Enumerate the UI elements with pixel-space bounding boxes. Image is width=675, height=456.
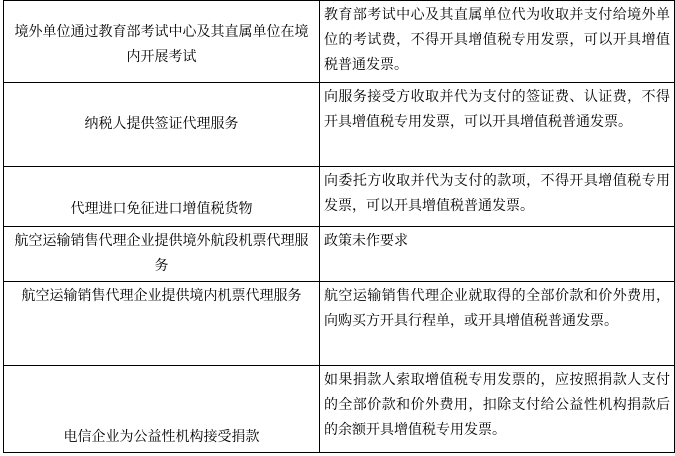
table-cell-item (4, 167, 320, 227)
rule-text: 向服务接受方收取并代为支付的签证费、认证费，不得开具增值税专用发票，可以开具增值税普通发票。 (324, 89, 670, 130)
table-cell-rule (320, 282, 675, 366)
table-cell-rule (320, 227, 675, 282)
invoice-rules-table (3, 0, 675, 453)
table-cell-item (4, 1, 320, 83)
table-cell-item (4, 282, 320, 366)
item-text: 境外单位通过教育部考试中心及其直属单位在境内开展考试 (14, 23, 309, 65)
table-row (4, 282, 675, 366)
item-text: 航空运输销售代理企业提供境内机票代理服务 (21, 288, 302, 304)
rule-text: 如果捐款人索取增值税专用发票的，应按照捐款人支付的全部价款和价外费用，扣除支付给公益性机构捐款后的余额开具增值税专用发票。 (324, 372, 670, 438)
table-cell-rule (320, 167, 675, 227)
table-cell-rule (320, 1, 675, 83)
table-cell-rule (320, 83, 675, 167)
table-row (4, 227, 675, 282)
table-row (4, 366, 675, 453)
item-text: 代理进口免征进口增值税货物 (70, 201, 253, 217)
table-cell-rule (320, 366, 675, 453)
table-cell-item (4, 227, 320, 282)
table-row (4, 83, 675, 167)
item-text: 纳税人提供签证代理服务 (84, 116, 239, 132)
table-cell-item (4, 83, 320, 167)
rule-text: 向委托方收取并代为支付的款项，不得开具增值税专用发票，可以开具增值税普通发票。 (324, 173, 670, 214)
item-text: 航空运输销售代理企业提供境外航段机票代理服务 (14, 233, 309, 274)
rule-text: 航空运输销售代理企业就取得的全部价款和价外费用，向购买方开具行程单，或开具增值税普通发票。 (324, 288, 670, 329)
rule-text: 教育部考试中心及其直属单位代为收取并支付给境外单位的考试费，不得开具增值税专用发票，可以开具增值税普通发票。 (324, 7, 670, 73)
rule-text: 政策未作要求 (324, 233, 408, 249)
table-row (4, 167, 675, 227)
table-cell-item (4, 366, 320, 453)
table-row (4, 1, 675, 83)
item-text: 电信企业为公益性机构接受捐款 (63, 429, 260, 445)
